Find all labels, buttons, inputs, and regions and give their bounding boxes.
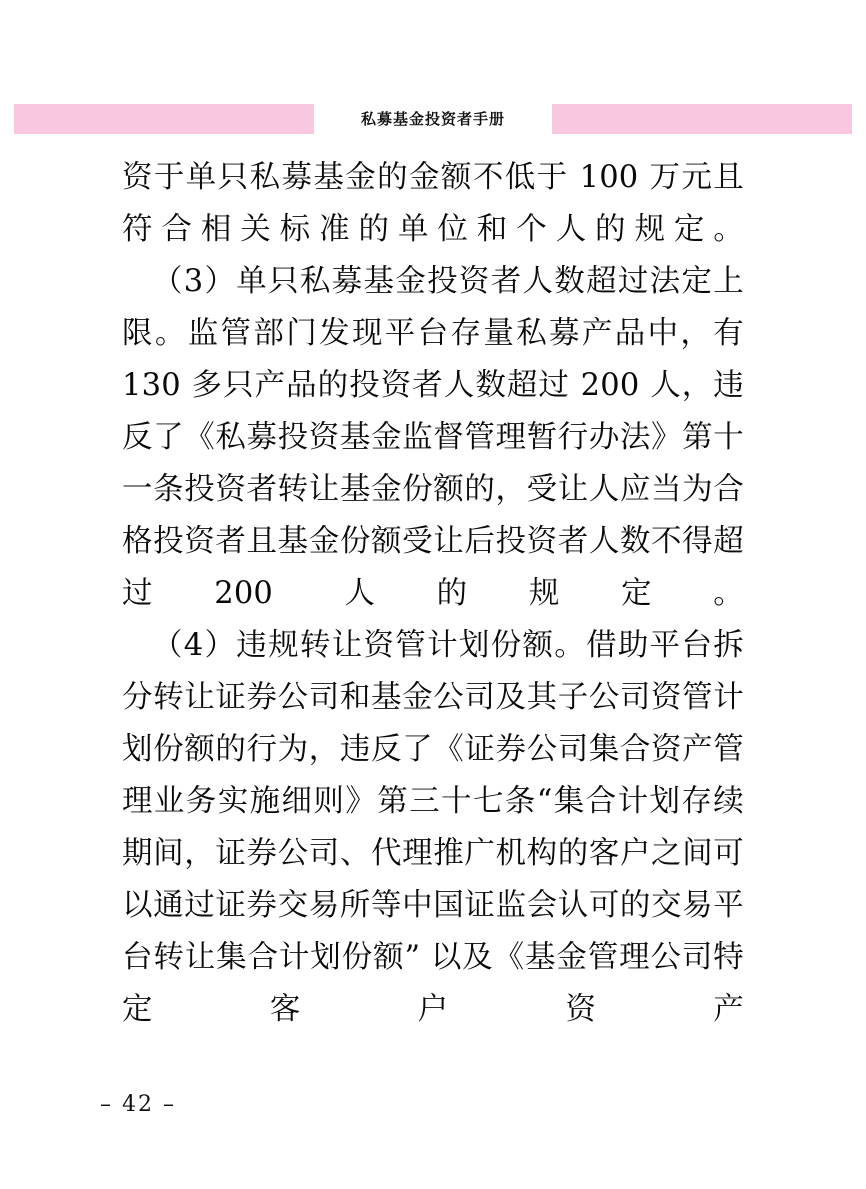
paragraph-item-3: （3）单只私募基金投资者人数超过法定上限。监管部门发现平台存量私募产品中，有 130 多只产品的投资者人数超过 200 人，违反了《私募投资基金监督管理暂行办法》第十一条投资者转让基金份额的，受让人应当为合格投资者且基金份额受让后投资者人数不得超过200 人的规定。: [122, 264, 744, 611]
page-number: – 42 –: [100, 1092, 176, 1117]
paragraph-continued: 资于单只私募基金的金额不低于 100 万元且符合相关标准的单位和个人的规定。: [122, 160, 744, 247]
page-header: [0, 104, 866, 134]
running-header-text: 私募基金投资者手册: [347, 110, 519, 128]
running-header: [0, 104, 866, 134]
page-body: [122, 152, 744, 1036]
paragraph-item-4: （4）违规转让资管计划份额。借助平台拆分转让证券公司和基金公司及其子公司资管计划份额的行为，违反了《证券公司集合资产管理业务实施细则》第三十七条“集合计划存续期间，证券公司、代理推广机构的客户之间可以通过证券交易所等中国证监会认可的交易平台转让集合计划份额” 以及《基金管理公司特定客户资产: [122, 628, 744, 1027]
page-footer: [0, 1092, 866, 1132]
